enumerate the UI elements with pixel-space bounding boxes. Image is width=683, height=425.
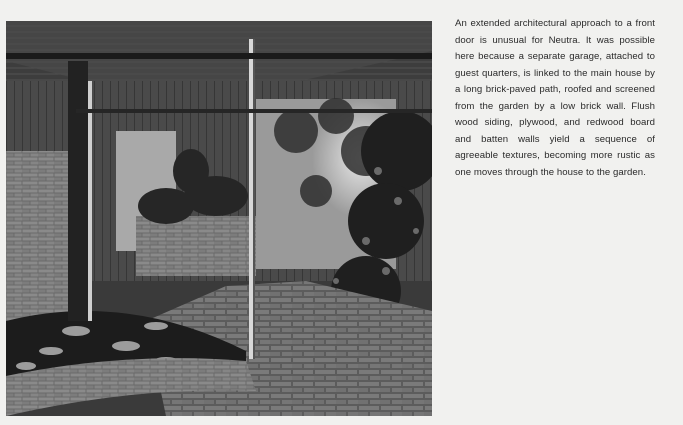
architectural-photo bbox=[6, 21, 432, 416]
photo-caption: An extended architectural approach to a front door is unusual for Neutra. It was possible here because a separate garage, attached to guest quarters, is linked to the main house by a long brick-paved path, roofed and screened from the garden by a low brick wall. Flush wood siding, plywood, and redwood board and batten walls yield a sequence of agreeable textures, becoming more rustic as one moves through the house to the garden. bbox=[455, 18, 655, 178]
photo-illustration bbox=[6, 21, 432, 416]
